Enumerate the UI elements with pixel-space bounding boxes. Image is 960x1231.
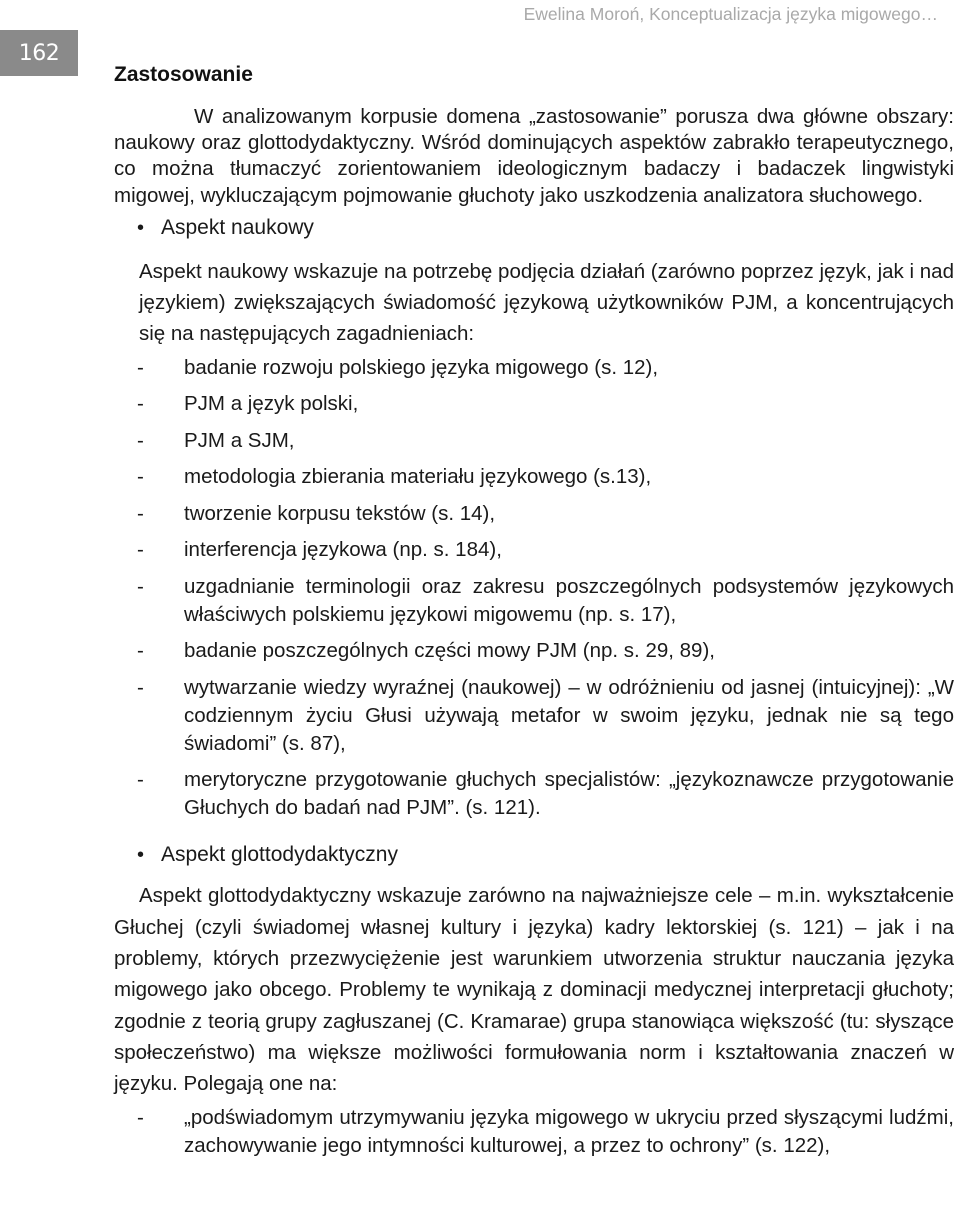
- list-item-text: tworzenie korpusu tekstów (s. 14),: [184, 501, 496, 525]
- heading-text: Aspekt naukowy: [161, 215, 314, 239]
- list-item-text: PJM a język polski,: [184, 392, 359, 416]
- heading-aspekt-glottodydaktyczny: [137, 842, 954, 868]
- list-item: [137, 500, 954, 528]
- dash-marker: -: [137, 768, 144, 792]
- list-item-text: merytoryczne przygotowanie głuchych specjalistów: „językoznawcze przygotowanie Głuchych do badań nad PJM”. (s. 121).: [184, 768, 954, 820]
- list-item-text: PJM a SJM,: [184, 428, 295, 452]
- lead-paragraph: W analizowanym korpusie domena „zastosowanie” porusza dwa główne obszary: naukowy oraz glottodydaktyczny. Wśród dominujących aspektów zabrakło terapeutycznego, co można tłumaczyć zorientowaniem ideologicznym badaczy i badaczek lingwistyki migowej, wykluczającym pojmowanie głuchoty jako uszkodzenia analizatora słuchowego.: [114, 105, 954, 207]
- section-title: Zastosowanie: [114, 63, 253, 86]
- dash-marker: -: [137, 675, 144, 699]
- bullet-icon: •: [137, 844, 145, 867]
- list-item: [137, 1104, 954, 1160]
- aspekt-glottodydaktyczny-list: [114, 1104, 954, 1160]
- list-item-text: badanie rozwoju polskiego języka migowego (s. 12),: [184, 355, 659, 379]
- page-content: [114, 62, 954, 1160]
- list-item: [137, 637, 954, 665]
- list-item: [137, 354, 954, 382]
- list-item: [137, 390, 954, 418]
- aspekt-naukowy-intro: Aspekt naukowy wskazuje na potrzebę podjęcia działań (zarówno poprzez język, jak i nad językiem) zwiększających świadomość językową użytkowników PJM, a koncentrujących się na następujących zagadnieniach:: [139, 259, 954, 345]
- list-item-text: uzgadnianie terminologii oraz zakresu poszczególnych podsystemów językowych właściwych polskiemu językowi migowemu (np. s. 17),: [184, 574, 954, 626]
- list-item-text: wytwarzanie wiedzy wyraźnej (naukowej) ‒ w odróżnieniu od jasnej (intuicyjnej): „W codziennym życiu Głusi używają metafor w swoim języku, jednak nie są tego świadomi” (s. 87),: [184, 675, 954, 755]
- list-item-text: „podświadomym utrzymywaniu języka migowego w ukryciu przed słyszącymi ludźmi, zachowywanie jego intymności kulturowej, a przez to ochrony” (s. 122),: [184, 1106, 954, 1158]
- running-head: Ewelina Moroń, Konceptualizacja języka migowego…: [523, 4, 938, 24]
- list-item: [137, 766, 954, 822]
- dash-marker: -: [137, 1106, 144, 1130]
- aspekt-glottodydaktyczny-intro: Aspekt glottodydaktyczny wskazuje zarówno na najważniejsze cele ‒ m.in. wykształcenie Głuchej (czyli świadomej własnej kultury i języka) kadry lektorskiej (s. 121) ‒ jak i na problemy, których przezwyciężenie jest warunkiem utworzenia struktur nauczania języka migowego jako obcego. Problemy te wynikają z dominacji medycznej interpretacji głuchoty; zgodnie z teorią grupy zagłuszanej (C. Kramarae) grupa stanowiąca większość (tu: słyszące społeczeństwo) ma większe możliwości formułowania norm i kształtowania znaczeń w języku. Polegają one na:: [114, 884, 954, 1096]
- bullet-icon: •: [137, 216, 145, 239]
- list-item: [137, 427, 954, 455]
- aspekt-naukowy-list: [114, 354, 954, 823]
- list-item: [137, 536, 954, 564]
- dash-marker: -: [137, 501, 144, 525]
- dash-marker: -: [137, 355, 144, 379]
- dash-marker: -: [137, 574, 144, 598]
- dash-marker: -: [137, 392, 144, 416]
- list-item-text: badanie poszczególnych części mowy PJM (np. s. 29, 89),: [184, 639, 715, 663]
- dash-marker: -: [137, 538, 144, 562]
- dash-marker: -: [137, 639, 144, 663]
- list-item-text: interferencja językowa (np. s. 184),: [184, 538, 502, 562]
- list-item-text: metodologia zbierania materiału językowego (s.13),: [184, 465, 652, 489]
- page-number: 162: [0, 30, 78, 76]
- list-item: [137, 674, 954, 758]
- dash-marker: -: [137, 428, 144, 452]
- heading-text: Aspekt glottodydaktyczny: [161, 843, 398, 867]
- heading-aspekt-naukowy: [137, 215, 954, 241]
- dash-marker: -: [137, 465, 144, 489]
- list-item: [137, 573, 954, 629]
- list-item: [137, 463, 954, 491]
